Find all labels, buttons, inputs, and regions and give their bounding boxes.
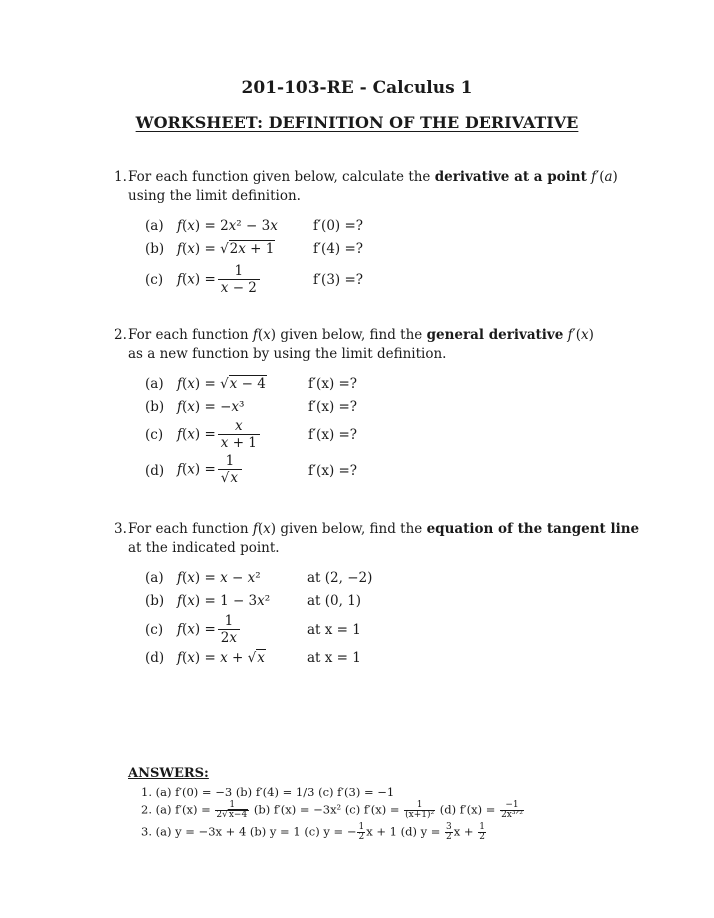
answers-line-3: 3. (a) y = −3x + 4 (b) y = 1 (c) y = − $\frac{1}{2}$ x + 1 (d) y = $\frac{3}{2}$ x + $\frac{1}{2}$ xyxy=(141,822,485,842)
question-text-cont: as a new function by using the limit definition. xyxy=(128,346,447,362)
question-number: 1. xyxy=(114,169,127,185)
question-text: For each function given below, calculate the derivative at a point f′(a) xyxy=(128,169,618,185)
question-number: 2. xyxy=(114,327,127,343)
question-number: 3. xyxy=(114,521,127,537)
answers-heading: ANSWERS: xyxy=(128,766,209,781)
course-title: 201-103-RE - Calculus 1 xyxy=(241,78,473,98)
question-text: For each function f(x) given below, find the general derivative f′(x) xyxy=(128,327,594,343)
question-text: For each function f(x) given below, find the equation of the tangent line xyxy=(128,521,640,537)
worksheet-title: WORKSHEET: DEFINITION OF THE DERIVATIVE xyxy=(135,113,579,132)
question-text-cont: using the limit definition. xyxy=(128,188,301,204)
answers-line-2: 2. (a) f′(x) = $\frac{1}{2√x-4}$ (b) f′(x) = −3x² (c) f′(x) = $\frac{1}{\text{(x+1)²}}$ (d) f′(x) = −1 2x³ᐟ² xyxy=(141,800,523,820)
question-text-cont: at the indicated point. xyxy=(128,540,280,556)
answers-line-1: 1. (a) f′(0) = −3 (b) f′(4) = 1/3 (c) f′(3) = −1 xyxy=(141,785,395,799)
